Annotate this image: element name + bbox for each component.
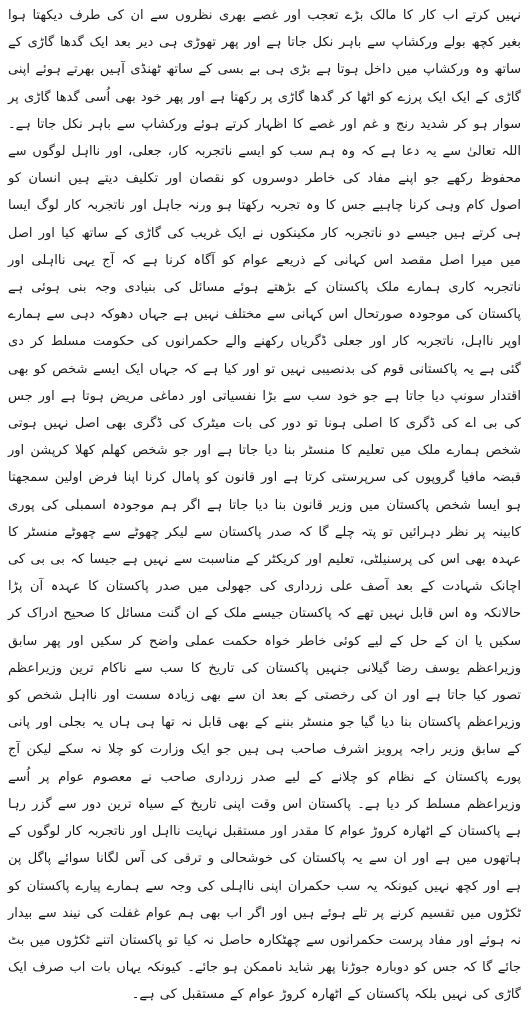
article-body-text: نہیں کرتے اب کار کا مالک بڑے تعجب اور غصے بھری نظروں سے ان کی طرف دیکھتا ہوا بغیر کچھ بولے ورکشاپ سے باہر نکل جاتا ہے اور پھر تھوڑی ہی دیر بعد ایک گدھا گاڑی کے ساتھ وہ ورکشاپ میں داخل ہوتا ہے بڑی ہی بے بسی کے ساتھ ٹھنڈی آہیں بھرتے ہوئے اپنی گاڑی کے ایک ایک پرزے کو اٹھا کر گدھا گاڑی پر رکھتا ہے اور پھر خود بھی اُسی گدھا گاڑی پر سوار ہو کر شدید رنج و غم اور غصے کا اظہار کرتے ہوئے ورکشاپ سے باہر نکل جاتا ہے۔ اللہ تعالیٰ سے یہ دعا ہے کہ وہ ہم سب کو ایسے ناتجربہ کار، جعلی، اور نااہل لوگوں سے محفوظ رکھے جو اپنے مفاد کی خاطر دوسروں کو نقصان اور تکلیف دیتے ہیں انسان کو اصول کام وہی کرنا چاہیے جس کا وہ تجربہ رکھتا ہو ورنہ جاہل اور ناتجربہ کار لوگ ایسا ہی کرتے ہیں جیسے دو ناتجربہ کار مکینکوں نے ایک غریب کی گاڑی کے ساتھ کیا اور اصل میں میرا اصل مقصد اس کہانی کے ذریعے عوام کو آگاہ کرنا ہے کہ آج یہی نااہلی اور ناتجربہ کاری ہمارے ملک پاکستان کے بڑھتے ہوئے مسائل کی بنیادی وجہ بنی ہوئی ہے پاکستان کی موجودہ صورتحال اس کہانی سے مختلف نہیں ہے جہاں دھوکہ دہی سے ہمارے اوپر نااہل، ناتجربہ کار اور جعلی ڈگریاں رکھنے والے حکمرانوں کی حکومت مسلط کر دی گئی ہے یہ پاکستانی قوم کی بدنصیبی نہیں تو اور کیا ہے کہ جہاں ایک ایسے شخص کو بھی اقتدار سونپ دیا جاتا ہے جو خود سب سے بڑا نفسیاتی اور دماغی مریض ہوتا ہے اور جس کی بی اے کی ڈگری کا اصلی ہونا تو دور کی بات میٹرک کی ڈگری بھی اصل نہیں ہوتی شخص ہمارے ملک میں تعلیم کا منسٹر بنا دیا جاتا ہے اور جو شخص کھلم کھلا کرپشن اور قبضہ مافیا گروپوں کی سرپرستی کرتا ہے اور قانون کو پامال کرنا اپنا فرض اولین سمجھتا ہو ایسا شخص پاکستان میں وزیر قانون بنا دیا جاتا ہے اگر ہم موجودہ اسمبلی کی پوری کابینہ پر نظر دہرائیں تو پتہ چلے گا کہ صدر پاکستان سے لیکر چھوٹے سے چھوٹے منسٹر کا عہدہ بھی اس کی پرسنیلٹی، تعلیم اور کریکٹر کے مناسبت سے نہیں ہے جیسا کہ بی بی کی اچانک شہادت کے بعد آصف علی زرداری کی جھولی میں صدر پاکستان کا عہدہ آن پڑا حالانکہ وہ اس قابل نہیں تھے کہ پاکستان جیسے ملک کے ان گنت مسائل کا صحیح ادراک کر سکیں یا ان کے حل کے لیے کوئی خاطر خواہ حکمت عملی واضح کر سکیں اور پھر سابق وزیراعظم یوسف رضا گیلانی جنہیں پاکستان کی تاریخ کا سب سے ناکام ترین وزیراعظم تصور کیا جاتا ہے اور ان کی رخصتی کے بعد ان سے بھی زیادہ سست اور نااہل شخص کو وزیراعظم پاکستان بنا دیا گیا جو منسٹر بننے کے بھی قابل نہ تھا ہی ہاں یہ بجلی اور پانی کے سابق وزیر راجہ پرویز اشرف صاحب ہی ہیں جو ایک وزارت کو چلا نہ سکے لیکن آج پورے پاکستان کے نظام کو چلانے کے لیے صدر زرداری صاحب نے معصوم عوام پر اُسے وزیراعظم مسلط کر دیا ہے۔ پاکستان اس وقت اپنی تاریخ کے سیاہ ترین دور سے گزر رہا ہے پاکستان کے اٹھارہ کروڑ عوام کا مقدر اور مستقبل نہایت نااہل اور ناتجربہ کار لوگوں کے ہاتھوں میں ہے اور ان سے یہ پاکستان کی خوشحالی و ترقی کی آس لگانا سوائے پاگل پن ہے اور کچھ نہیں کیونکہ یہ سب حکمران اپنی نااہلی کی وجہ سے ہمارے پیارے پاکستان کو ٹکڑوں میں تقسیم کرنے پر تلے ہوئے ہیں اور اگر اب بھی ہم عوام غفلت کی نیند سے بیدار نہ ہوئے اور مفاد پرست حکمرانوں سے چھٹکارہ حاصل نہ کیا تو پاکستان اتنے ٹکڑوں میں بٹ جائے گا کہ جس کو دوبارہ جوڑنا پھر شاید ناممکن ہو جائے۔ کیونکہ یہاں بات اب صرف ایک گاڑی کی نہیں بلکہ پاکستان کے اٹھارہ کروڑ عوام کے مستقبل کی ہے۔	[8, 8, 521, 1003]
